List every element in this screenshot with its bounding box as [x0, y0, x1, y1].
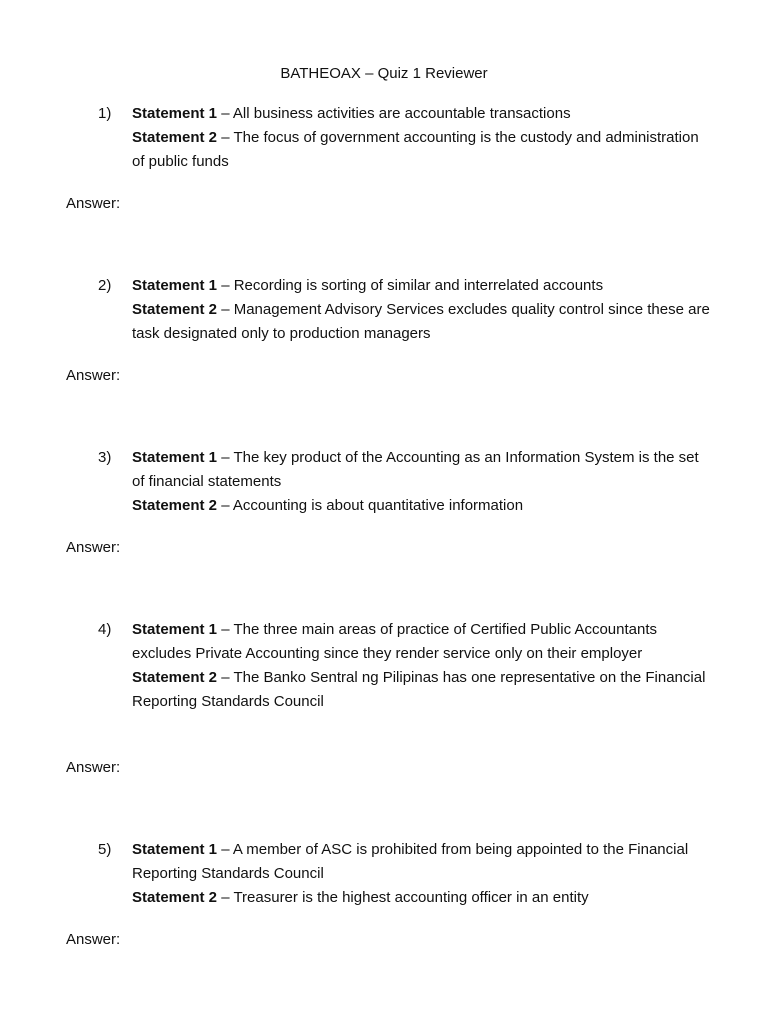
statement-dash: –	[217, 621, 234, 638]
question-body	[132, 618, 712, 714]
question-number: 3)	[98, 449, 112, 466]
statement-2-label: Statement 2	[132, 497, 218, 514]
answer-label: Answer:	[66, 539, 121, 556]
statement-1-label: Statement 1	[132, 277, 218, 294]
statement-dash: –	[217, 669, 234, 686]
statement-dash: –	[217, 449, 234, 466]
question-body	[132, 102, 712, 174]
statement-2-text: The focus of government accounting is the custody and administration of public funds	[132, 129, 699, 170]
statement-1-label: Statement 1	[132, 621, 218, 638]
statement-1-text: The key product of the Accounting as an Information System is the set of financial statements	[132, 449, 699, 490]
question-number: 5)	[98, 841, 112, 858]
statement-dash: –	[217, 841, 233, 858]
statement-2-text: Accounting is about quantitative information	[232, 497, 524, 514]
statement-1	[132, 102, 712, 126]
answer-label: Answer:	[66, 931, 121, 948]
statement-1-text: Recording is sorting of similar and interrelated accounts	[233, 277, 604, 294]
statement-1-text: A member of ASC is prohibited from being appointed to the Financial Reporting Standards Council	[132, 841, 689, 882]
statement-1-text: All business activities are accountable transactions	[232, 105, 571, 122]
statement-dash: –	[217, 277, 234, 294]
statement-2	[132, 494, 712, 518]
statement-1	[132, 446, 712, 494]
statement-dash: –	[217, 129, 234, 146]
question-body	[132, 446, 712, 518]
statement-2-text: The Banko Sentral ng Pilipinas has one representative on the Financial Reporting Standards Council	[132, 669, 706, 710]
statement-dash: –	[217, 301, 234, 318]
statement-2	[132, 666, 712, 714]
question-body	[132, 838, 712, 910]
statement-1-label: Statement 1	[132, 841, 218, 858]
answer-label: Answer:	[66, 759, 121, 776]
statement-dash: –	[217, 497, 233, 514]
statement-2-label: Statement 2	[132, 669, 218, 686]
question-number: 4)	[98, 621, 112, 638]
document-title: BATHEOAX – Quiz 1 Reviewer	[280, 65, 488, 82]
statement-2	[132, 886, 712, 910]
statement-1	[132, 274, 712, 298]
statement-1-label: Statement 1	[132, 449, 218, 466]
statement-1	[132, 618, 712, 666]
statement-2-text: Management Advisory Services excludes quality control since these are task designated only to production managers	[132, 301, 710, 342]
statement-2-label: Statement 2	[132, 301, 218, 318]
statement-2-label: Statement 2	[132, 889, 218, 906]
statement-1-text: The three main areas of practice of Certified Public Accountants excludes Private Accounting since they render service only on their employer	[132, 621, 657, 662]
answer-label: Answer:	[66, 367, 121, 384]
statement-1	[132, 838, 712, 886]
statement-2-label: Statement 2	[132, 129, 218, 146]
statement-dash: –	[217, 105, 233, 122]
question-number: 1)	[98, 105, 112, 122]
question-body	[132, 274, 712, 346]
statement-2	[132, 126, 712, 174]
statement-1-label: Statement 1	[132, 105, 218, 122]
answer-label: Answer:	[66, 195, 121, 212]
question-number: 2)	[98, 277, 112, 294]
statement-dash: –	[217, 889, 234, 906]
statement-2-text: Treasurer is the highest accounting officer in an entity	[233, 889, 589, 906]
statement-2	[132, 298, 712, 346]
